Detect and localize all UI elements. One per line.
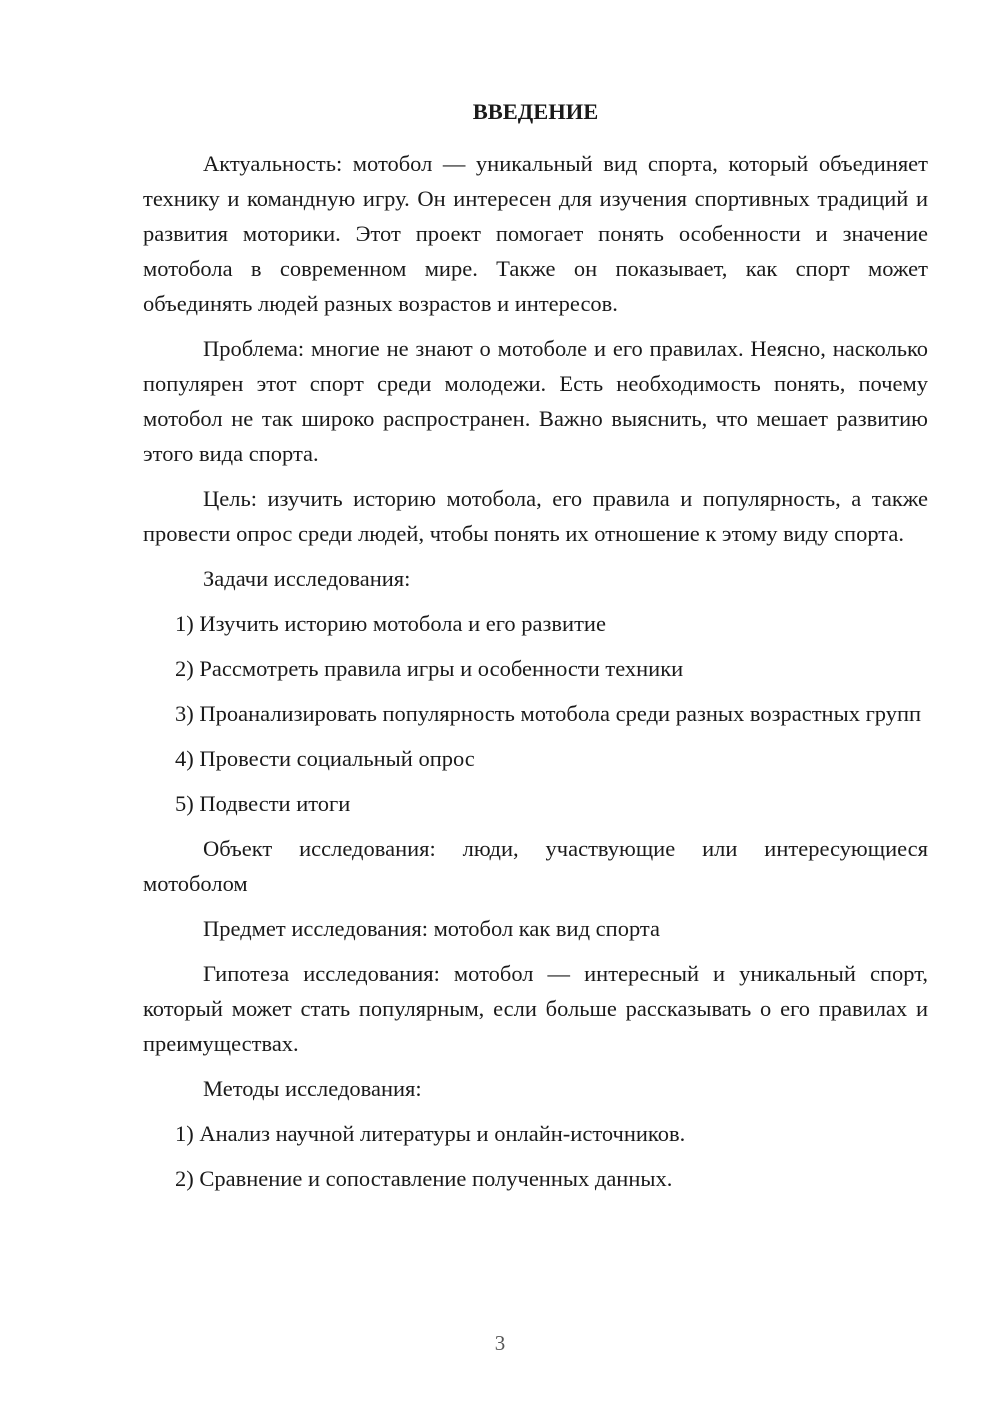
method-item-2: 2) Сравнение и сопоставление полученных данных. <box>175 1166 673 1191</box>
paragraph-object: Объект исследования: люди, участвующие или интересующиеся мотоболом <box>143 836 928 896</box>
paragraph-subject: Предмет исследования: мотобол как вид спорта <box>203 916 660 941</box>
methods-title: Методы исследования: <box>203 1076 422 1101</box>
paragraph-goal: Цель: изучить историю мотобола, его правила и популярность, а также провести опрос среди людей, чтобы понять их отношение к этому виду спорта. <box>143 486 928 546</box>
document-page <box>143 94 928 1206</box>
task-item-2: 2) Рассмотреть правила игры и особенности техники <box>175 656 684 681</box>
task-item-5: 5) Подвести итоги <box>175 791 351 816</box>
method-item-1: 1) Анализ научной литературы и онлайн-источников. <box>175 1121 686 1146</box>
task-item-3: 3) Проанализировать популярность мотобола среди разных возрастных групп <box>175 701 922 726</box>
task-item-4: 4) Провести социальный опрос <box>175 746 475 771</box>
paragraph-problem: Проблема: многие не знают о мотоболе и его правилах. Неясно, насколько популярен этот спорт среди молодежи. Есть необходимость понять, почему мотобол не так широко распространен. Важно выяснить, что мешает развитию этого вида спорта. <box>143 336 928 466</box>
paragraph-relevance: Актуальность: мотобол — уникальный вид спорта, который объединяет технику и командную игру. Он интересен для изучения спортивных традиций и развития моторики. Этот проект помогает понять особенности и значение мотобола в современном мире. Также он показывает, как спорт может объединять людей разных возрастов и интересов. <box>143 151 928 316</box>
paragraph-hypothesis: Гипотеза исследования: мотобол — интересный и уникальный спорт, который может стать популярным, если больше рассказывать о его правилах и преимуществах. <box>143 961 928 1056</box>
page-heading: ВВЕДЕНИЕ <box>472 99 599 124</box>
tasks-title: Задачи исследования: <box>203 566 411 591</box>
task-item-1: 1) Изучить историю мотобола и его развитие <box>175 611 606 636</box>
page-number: 3 <box>494 1331 506 1355</box>
